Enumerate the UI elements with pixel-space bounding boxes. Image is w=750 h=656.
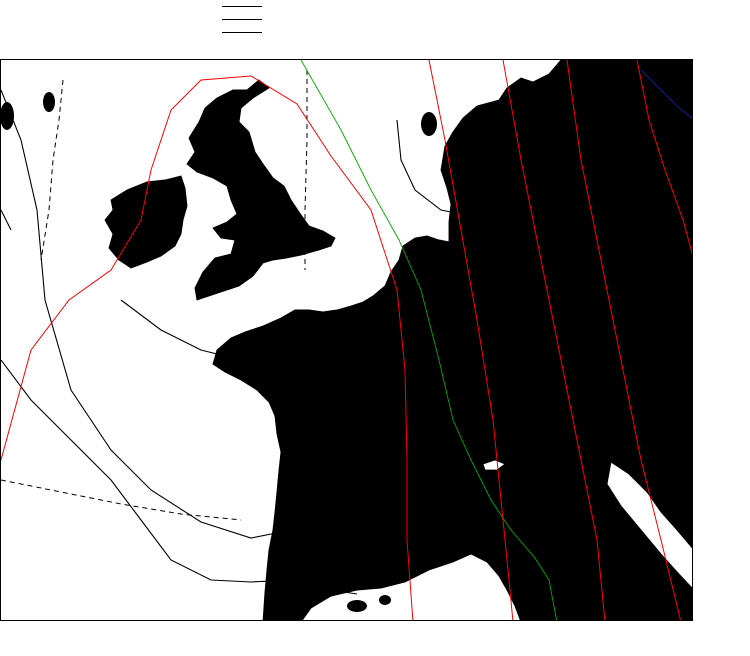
isobar-line — [1, 210, 11, 230]
isobar-line — [1, 360, 291, 582]
land-ireland — [105, 176, 187, 268]
precip-blob — [608, 351, 618, 361]
map-legend — [222, 0, 542, 58]
legend-item-heights — [222, 26, 270, 39]
precip-blob — [541, 582, 565, 610]
precip-blob — [421, 112, 437, 136]
legend-item-mslp — [222, 0, 270, 13]
precip-blob — [659, 118, 671, 134]
land-great-britain — [187, 80, 335, 300]
precip-blob — [379, 595, 391, 605]
precip-blob — [671, 186, 691, 214]
precip-blob — [347, 600, 367, 612]
precip-blob — [621, 230, 645, 250]
precip-color-scale — [709, 59, 750, 621]
legend-swatch-mslp — [222, 6, 262, 7]
precip-blob — [629, 368, 641, 388]
isobar-dashed-line — [1, 480, 241, 520]
map-canvas — [1, 60, 693, 621]
precip-blob — [43, 92, 55, 112]
legend-item-thickness — [222, 13, 270, 26]
legend-swatch-heights — [222, 32, 262, 33]
weather-map — [0, 59, 693, 621]
legend-swatch-thickness — [222, 19, 262, 20]
